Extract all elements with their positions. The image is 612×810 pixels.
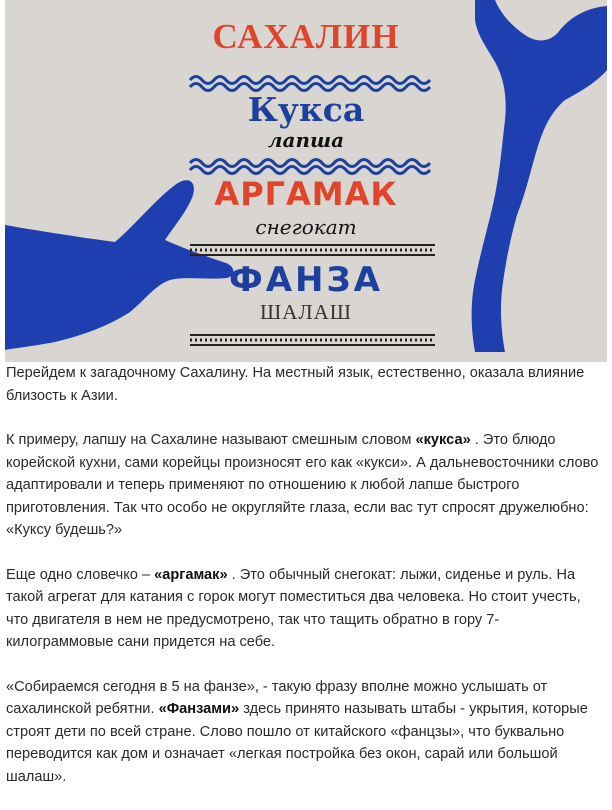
- wave-divider: [190, 160, 430, 167]
- bead-divider: [190, 335, 435, 345]
- paragraph-fanza: «Собираемся сегодня в 5 на фанзе», - такую фразу вполне можно услышать от сахалинской ребятни. «Фанзами» здесь принято называть штабы - укрытия, которые строят дети по всей стране. Слово пошло от китайского «фанцзы», что буквально переводится как дом и означает «легкая постройка без окон, сарай или большой шалаш».: [6, 678, 588, 785]
- word-kuksa: Кукса: [247, 90, 365, 129]
- term-fanza: «Фанзами»: [158, 701, 240, 717]
- wave-divider: [190, 167, 430, 174]
- paragraph-intro: Перейдем к загадочному Сахалину. На местный язык, естественно, оказала влияние близость к Азии.: [6, 365, 585, 404]
- translation-kuksa: лапша: [267, 128, 345, 152]
- sakhalin-illustration: [5, 0, 607, 362]
- translation-argamak: снегокат: [255, 215, 357, 239]
- region-title: САХАЛИН: [212, 17, 400, 56]
- article-body: [6, 362, 606, 810]
- word-fanza: ФАНЗА: [229, 260, 383, 300]
- paragraph-kuksa: К примеру, лапшу на Сахалине называют смешным словом «кукса» . Это блюдо корейской кухни, сами корейцы произносят его как «кукси». А дальневосточники слово адаптировали и теперь применяют по отношению к любой лапше быстрого приготовления. Так что особо не округляйте глаза, если вас тут спросят дружелюбно: «Куксу будешь?»: [6, 432, 599, 538]
- term-argamak: «аргамак»: [154, 566, 228, 583]
- word-argamak: АРГАМАК: [214, 175, 398, 213]
- wave-divider: [190, 77, 430, 84]
- bead-divider: [190, 245, 435, 255]
- translation-fanza: ШАЛАШ: [260, 300, 352, 324]
- term-kuksa: «кукса»: [415, 432, 471, 448]
- paragraph-argamak: Еще одно словечко – «аргамак» . Это обычный снегокат: лыжи, сиденье и руль. На такой агрегат для катания с горок могут поместиться два человека. Но стоит учесть, что двигателя в нем не предусмотрено, так что тащить обратно в гору 7-килограммовые сани придется на себе.: [6, 566, 581, 650]
